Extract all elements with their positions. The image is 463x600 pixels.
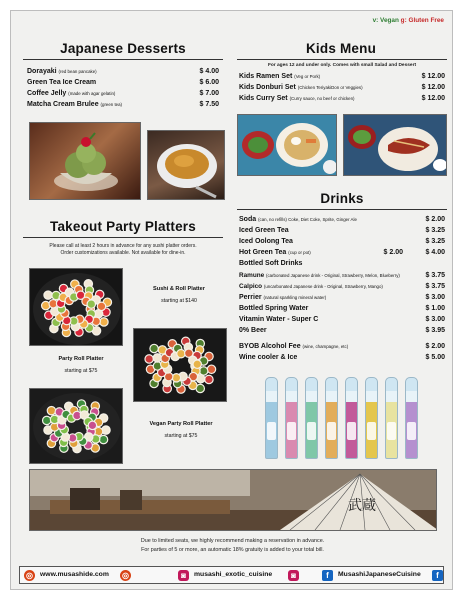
ramune-bottle: [365, 377, 378, 459]
drink-item: Iced Oolong Tea: [239, 238, 293, 245]
svg-text:武蔵: 武蔵: [348, 498, 376, 514]
sushi-piece: [87, 300, 95, 308]
green-tea-ice-cream-photo: [29, 122, 141, 200]
dessert-price: $ 7.00: [199, 90, 219, 97]
sushi-roll-platter-name: Sushi & Roll Platter: [153, 286, 205, 292]
drink-price: $ 3.75: [425, 272, 445, 279]
party-roll-platter-price: starting at $75: [64, 368, 98, 374]
ramune-bottle: [345, 377, 358, 459]
byob-price: $ 2.00: [425, 343, 445, 350]
bottle-label: [267, 422, 276, 440]
sushi-piece: [153, 354, 161, 362]
dessert-price: $ 7.50: [199, 101, 219, 108]
bottle-label: [387, 422, 396, 440]
diet-legend: [373, 17, 444, 24]
kids-item: Kids Ramen Set (Veg or Pork): [239, 73, 321, 80]
sushi-platter-image: [30, 269, 123, 346]
ice-cream-sundae-image: [30, 123, 141, 200]
sushi-roll-platter-photo: [29, 268, 123, 346]
sushi-piece: [207, 365, 215, 373]
matcha-brulee-photo: [147, 130, 225, 200]
drinks-title: Drinks: [320, 191, 364, 206]
website-link[interactable]: www.musashide.com: [40, 571, 109, 578]
sushi-piece: [177, 350, 185, 358]
dessert-item: Coffee Jelly (made with agar gelatin): [27, 90, 116, 97]
sushi-piece: [99, 435, 107, 443]
byob-item: BYOB Alcohol Fee (wine, champagne, etc): [239, 343, 349, 350]
ramune-bottle: [305, 377, 318, 459]
wine-cooler-price: $ 5.00: [425, 354, 445, 361]
sushi-piece: [44, 291, 52, 299]
drink-price: $ 2.00: [425, 216, 445, 223]
drink-item: Perrier (natural sparkling mineral water): [239, 294, 327, 301]
bottle-label: [347, 422, 356, 440]
facebook-icon: f: [322, 570, 333, 581]
party-roll-platter-photo: [133, 328, 227, 402]
kids-item: Kids Curry Set (Curry sauce, no beef or chicken): [239, 95, 355, 102]
bottle-label: [287, 422, 296, 440]
drink-price-pot: $ 4.00: [425, 249, 445, 256]
kids-ramen-photo: [237, 114, 337, 176]
drink-category: Bottled Soft Drinks: [239, 260, 303, 267]
drink-price: $ 1.00: [425, 305, 445, 312]
drink-item: Bottled Spring Water: [239, 305, 309, 312]
reservation-notice: Due to limited seats, we highly recommend making a reservation in advance.: [140, 538, 325, 544]
drink-price: $ 3.95: [425, 327, 445, 334]
party-roll-image: [134, 329, 227, 402]
contact-bar: [19, 566, 444, 584]
restaurant-interior-image: [30, 470, 437, 531]
ramen-set-image: [238, 115, 337, 176]
gluten-free-legend: g: Gluten Free: [400, 17, 444, 24]
kids-menu-title: Kids Menu: [305, 41, 377, 56]
platters-title: Takeout Party Platters: [50, 219, 196, 234]
globe-icon: ◎: [24, 570, 35, 581]
drink-price: $ 3.25: [425, 238, 445, 245]
platters-notice: Please call at least 2 hours in advance for any sushi platter orders. Order customizations available. Not available for dine-in.: [49, 243, 197, 256]
sushi-roll-platter-price: starting at $140: [161, 298, 197, 304]
instagram-link[interactable]: musashi_exotic_cuisine: [194, 571, 273, 578]
sushi-piece: [97, 302, 105, 310]
bottle-label: [407, 422, 416, 440]
party-roll-platter-name: Party Roll Platter: [58, 356, 104, 362]
bottle-label: [367, 422, 376, 440]
menu-page: [10, 10, 453, 590]
sushi-piece: [47, 406, 55, 414]
ramune-bottle: [405, 377, 418, 459]
drink-price: $ 3.25: [425, 227, 445, 234]
kids-donburi-photo: [343, 114, 447, 176]
drink-item: Iced Green Tea: [239, 227, 289, 234]
sushi-piece: [205, 375, 213, 383]
gratuity-notice: For parties of 5 or more, an automatic 18% gratuity is added to your total bill.: [141, 547, 324, 553]
facebook-link[interactable]: MusashiJapaneseCuisine: [338, 571, 421, 578]
sushi-piece: [150, 344, 158, 352]
globe-icon: ◎: [120, 570, 131, 581]
ramune-bottles-photo: [257, 371, 429, 459]
drink-item: 0% Beer: [239, 327, 267, 334]
dessert-price: $ 6.00: [199, 79, 219, 86]
drink-price: $ 3.75: [425, 283, 445, 290]
kids-item: Kids Donburi Set (Chicken TeriyakiDon or Veggies): [239, 84, 363, 91]
drink-item: Hot Green Tea (cup or pot): [239, 249, 311, 256]
sushi-piece: [100, 318, 108, 326]
sushi-piece: [43, 416, 51, 424]
drink-price: $ 3.00: [425, 316, 445, 323]
dessert-price: $ 4.00: [199, 68, 219, 75]
vegan-legend: v: Vegan: [372, 17, 399, 24]
dessert-item: Dorayaki (red bean pancake): [27, 68, 97, 75]
sushi-piece: [172, 374, 180, 382]
instagram-icon: ◙: [178, 570, 189, 581]
kids-subtitle: For ages 12 and under only. Comes with small Salad and Dessert: [267, 63, 417, 68]
desserts-rule: [23, 59, 223, 60]
dessert-item: Green Tea Ice Cream: [27, 79, 97, 86]
ramune-bottle: [385, 377, 398, 459]
vegan-roll-image: [30, 389, 123, 464]
sushi-piece: [145, 355, 153, 363]
drink-item: Vitamin Water - Super C: [239, 316, 319, 323]
creme-brulee-image: [148, 131, 225, 200]
drink-item: Ramune (carbonated Japanese drink - Original, Strawberry, Melon, Blueberry): [239, 272, 400, 279]
donburi-set-image: [344, 115, 447, 176]
ramune-bottle: [265, 377, 278, 459]
ramune-bottle: [285, 377, 298, 459]
drink-item: Soda (can, no refills) Coke, Diet Coke, Sprite, Ginger Ale: [239, 216, 357, 223]
sushi-piece: [193, 360, 201, 368]
vegan-party-roll-platter-price: starting at $75: [164, 433, 198, 439]
vegan-party-roll-platter-name: Vegan Party Roll Platter: [149, 421, 213, 427]
drinks-rule: [237, 209, 447, 210]
bottle-label: [327, 422, 336, 440]
wine-cooler-item: Wine cooler & Ice: [239, 354, 298, 361]
drink-price: $ 3.00: [425, 294, 445, 301]
sushi-piece: [88, 421, 96, 429]
ramune-bottle: [325, 377, 338, 459]
drink-price-cup: $ 2.00: [383, 249, 403, 256]
kids-rule: [237, 59, 447, 60]
vegan-party-roll-platter-photo: [29, 388, 123, 464]
bottle-label: [307, 422, 316, 440]
platters-rule: [23, 237, 223, 238]
restaurant-interior-photo: [29, 469, 437, 531]
kids-price: $ 12.00: [421, 84, 445, 91]
kids-price: $ 12.00: [421, 95, 445, 102]
instagram-icon: ◙: [288, 570, 299, 581]
drink-item: Calpico (uncarbonated Japanese drink - Original, Strawberry, Mango): [239, 283, 383, 290]
dessert-item: Matcha Cream Brulee (green tea): [27, 101, 123, 108]
desserts-title: Japanese Desserts: [60, 41, 186, 56]
kids-price: $ 12.00: [421, 73, 445, 80]
facebook-icon: f: [432, 570, 443, 581]
